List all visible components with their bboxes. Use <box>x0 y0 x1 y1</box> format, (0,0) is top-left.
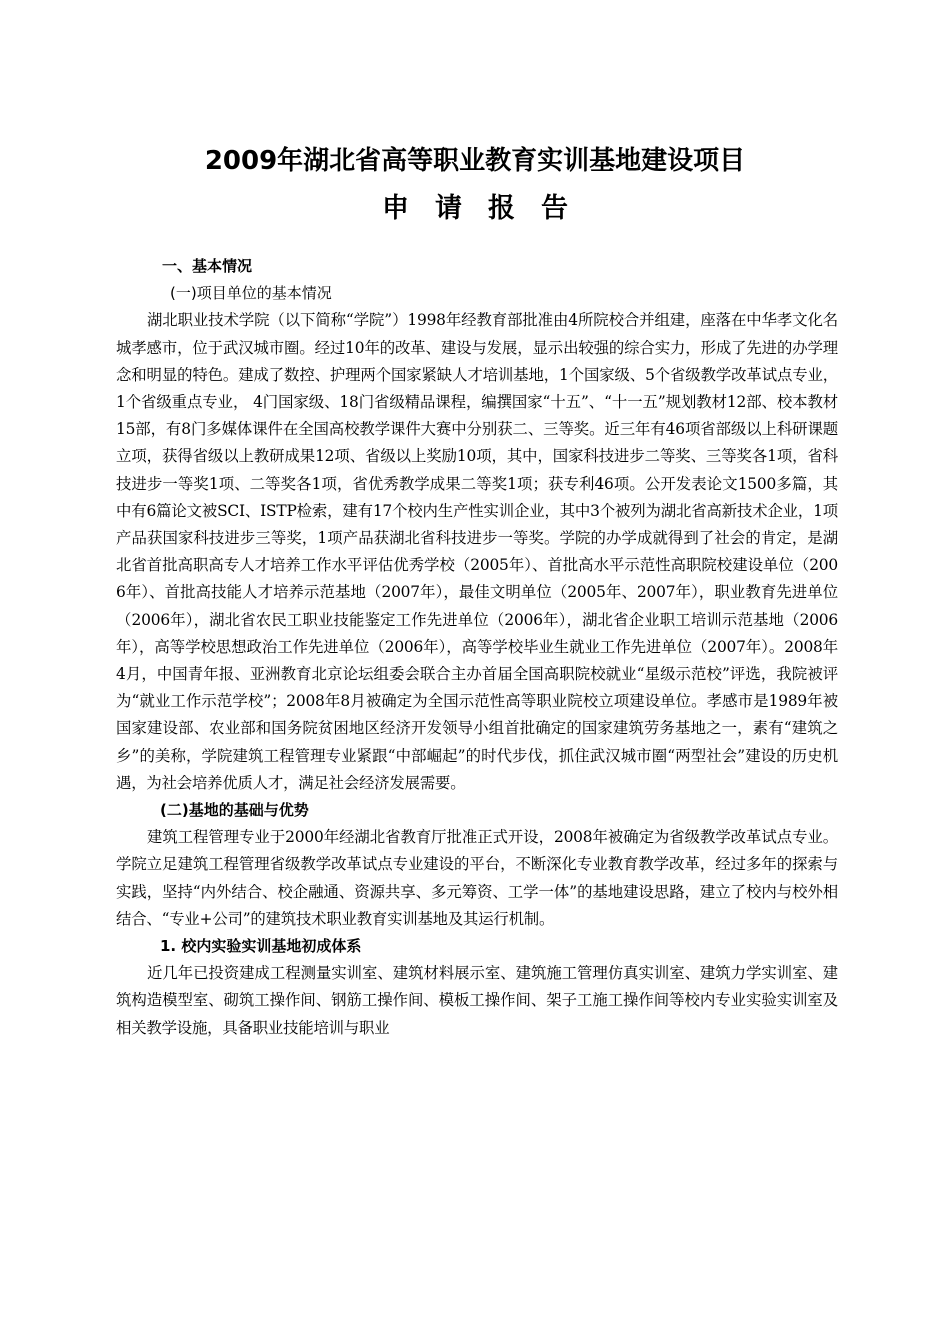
section-heading-basic-info: 一、基本情况 <box>162 257 253 275</box>
paragraph-campus-labs: 近几年已投资建成工程测量实训室、建筑材料展示室、建筑施工管理仿真实训室、建筑力学实训室、建筑构造模型室、砌筑工操作间、钢筋工操作间、模板工操作间、架子工施工操作间等校内专业实验实训室及相关教学设施，具备职业技能培训与职业 <box>116 964 838 1037</box>
document-subtitle: 申请报告 <box>382 193 594 224</box>
paragraph-unit-info: 湖北职业技术学院（以下简称“学院”）1998年经教育部批准由4所院校合并组建，座落在中华孝文化名城孝感市，位于武汉城市圈。经过10年的改革、建设与发展，显示出较强的综合实力，形成了先进的办学理念和明显的特色。建成了数控、护理两个国家紧缺人才培训基地，1个国家级、5个省级教学改革试点专业，1个省级重点专业， 4门国家级、18门省级精品课程，编撰国家“十五”、“十一五”规划教材12部、校本教材15部，有8门多媒体课件在全国高校教学课件大赛中分别获二、三等奖。近三年有46项省部级以上科研课题立项，获得省级以上教研成果12项、省级以上奖励10项，其中，国家科技进步二等奖、三等奖各1项，省科技进步一等奖1项、二等奖各1项，省优秀教学成果二等奖1项；获专利46项。公开发表论文1500多篇，其中有6篇论文被SCI、ISTP检索，建有17个校内生产性实训企业，其中3个被列为湖北省高新技术企业，1项产品获国家科技进步三等奖，1项产品获湖北省科技进步一等奖。学院的办学成就得到了社会的肯定，是湖北省首批高职高专人才培养工作水平评估优秀学校（2005年）、首批高水平示范性高职院校建设单位（2006年）、首批高技能人才培养示范基地（2007年），最佳文明单位（2005年、2007年），职业教育先进单位（2006年），湖北省农民工职业技能鉴定工作先进单位（2006年），湖北省企业职工培训示范基地（2006年），高等学校思想政治工作先进单位（2006年），高等学校毕业生就业工作先进单位（2007年）。2008年4月，中国青年报、亚洲教育北京论坛组委会联合主办首届全国高职院校就业“星级示范校”评选，我院被评为“就业工作示范学校”；2008年8月被确定为全国示范性高等职业院校立项建设单位。孝感市是1989年被国家建设部、农业部和国务院贫困地区经济开发领导小组首批确定的国家建筑劳务基地之一，素有“建筑之乡”的美称，学院建筑工程管理专业紧跟“中部崛起”的时代步伐，抓住武汉城市圈“两型社会”建设的历史机遇，为社会培养优质人才，满足社会经济发展需要。 <box>116 311 838 792</box>
item-heading-campus-labs: 1. 校内实验实训基地初成体系 <box>160 937 362 956</box>
document-title: 2009年湖北省高等职业教育实训基地建设项目 <box>204 146 746 176</box>
document-body <box>116 253 838 1042</box>
title-block <box>0 143 950 227</box>
subsection-heading-unit-info: (一)项目单位的基本情况 <box>170 284 332 303</box>
paragraph-base-advantages: 建筑工程管理专业于2000年经湖北省教育厅批准正式开设，2008年被确定为省级教学改革试点专业。学院立足建筑工程管理省级教学改革试点专业建设的平台，不断深化专业教育教学改革，经过多年的探索与实践，坚持“内外结合、校企融通、资源共享、多元筹资、工学一体”的基地建设思路，建立了校内与校外相结合、“专业+公司”的建筑技术职业教育实训基地及其运行机制。 <box>116 828 838 928</box>
subsection-heading-base-advantages: (二)基地的基础与优势 <box>160 801 309 820</box>
